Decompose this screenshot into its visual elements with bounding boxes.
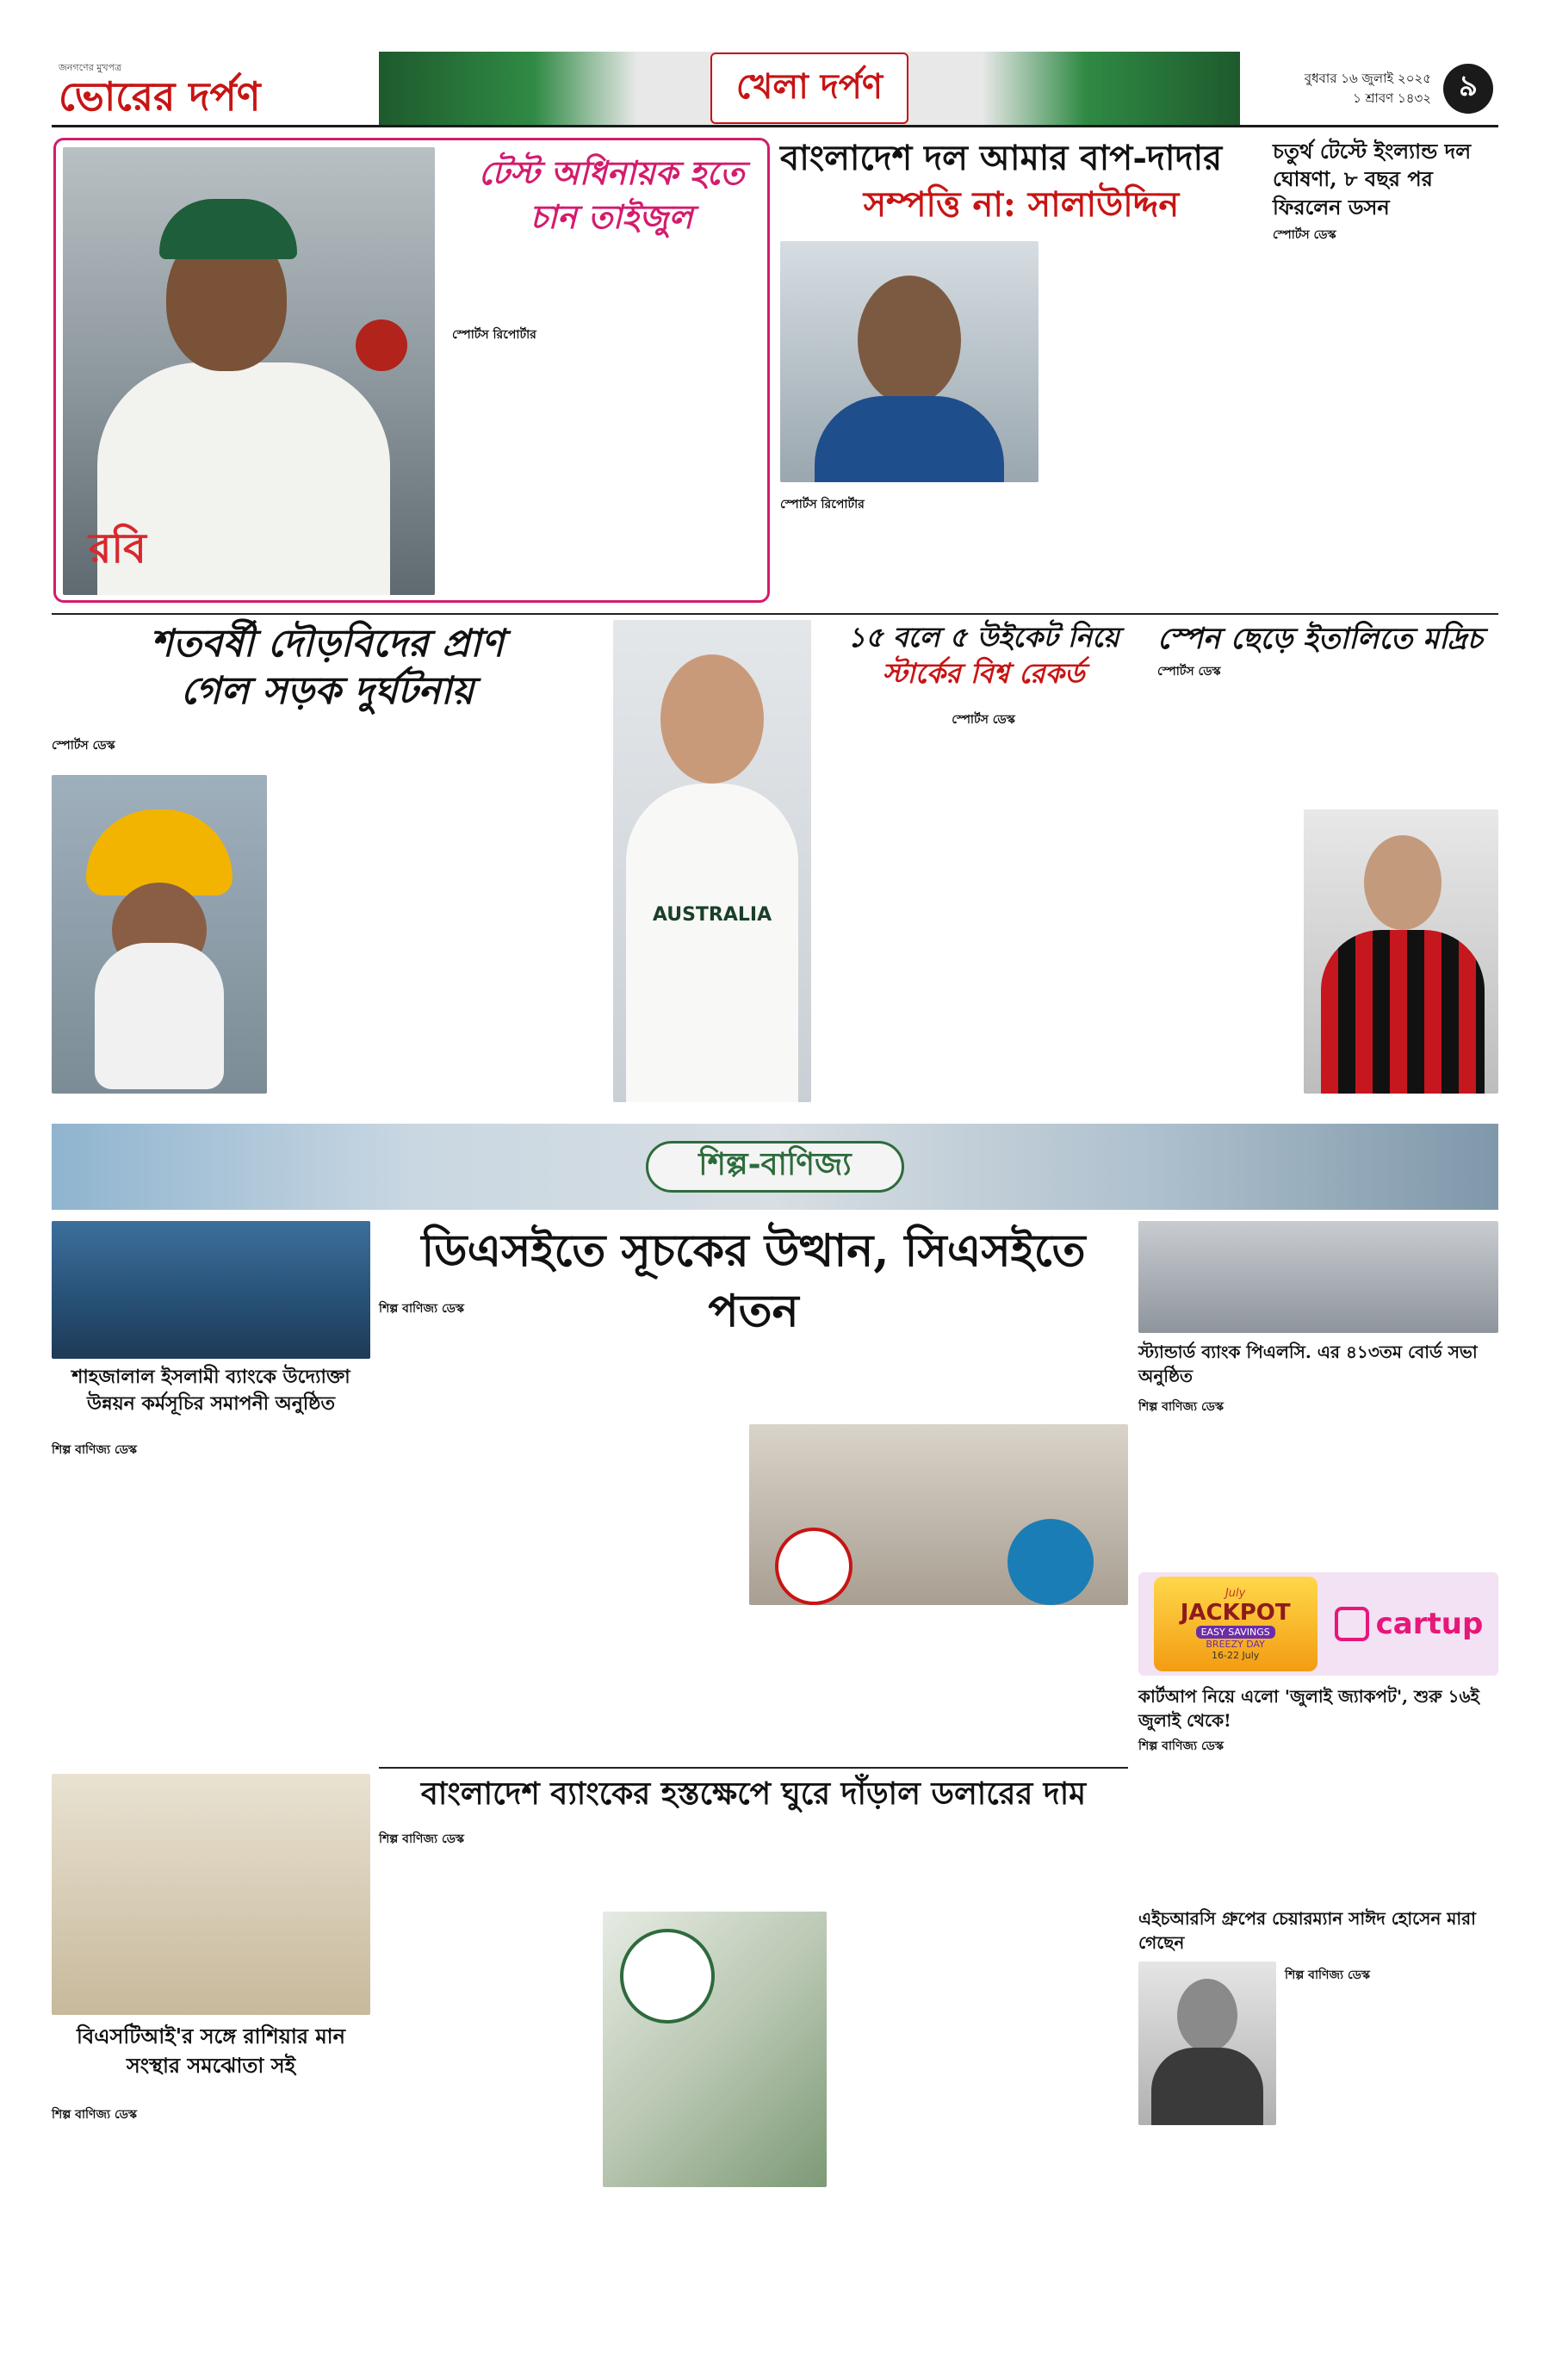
cse-logo-icon — [1008, 1519, 1094, 1605]
date-gregorian: বুধবার ১৬ জুলাই ২০২৫ — [1304, 71, 1431, 86]
article-bsti — [52, 1774, 370, 2368]
cricket-ball-icon — [356, 319, 407, 371]
modric-photo — [1304, 809, 1498, 1094]
shahjalal-headline-2: উন্নয়ন কর্মসূচির সমাপনী অনুষ্ঠিত — [87, 1391, 335, 1415]
salauddin-headline-2: সম্পত্তি না: সালাউদ্দিন — [863, 184, 1180, 225]
masthead-tagline: জনগণের মুখপত্র — [59, 62, 122, 73]
england-headline: চতুর্থ টেস্টে ইংল্যান্ড দল ঘোষণা, ৮ বছর পর ফিরলেন ডসন — [1273, 139, 1472, 220]
article-salauddin — [780, 138, 1262, 603]
starc-headline-1: ১৫ বলে ৫ উইকেট নিয়ে — [847, 621, 1119, 654]
ad-dates: 16-22 July — [1212, 1650, 1260, 1661]
standard-bank-byline: শিল্প বাণিজ্য ডেস্ক — [1138, 1400, 1224, 1414]
shahjalal-headline-1: শাহজালাল ইসলামী ব্যাংকে উদ্যোক্তা — [71, 1366, 350, 1388]
page-number: ৯ — [1443, 64, 1493, 114]
dollar-byline: শিল্প বাণিজ্য ডেস্ক — [379, 1832, 465, 1846]
article-starc — [613, 620, 1147, 1111]
runner-headline-1: শতবর্ষী দৌড়বিদের প্রাণ — [150, 622, 505, 666]
business-section-title: শিল্প-বাণিজ্য — [646, 1141, 904, 1193]
salauddin-byline: স্পোর্টস রিপোর্টার — [780, 498, 865, 511]
article-taijul — [53, 138, 770, 603]
article-england — [1273, 138, 1498, 603]
bangladesh-bank-logo-icon — [620, 1929, 715, 2024]
salauddin-photo — [780, 241, 1038, 482]
dollar-headline: বাংলাদেশ ব্যাংকের হস্তক্ষেপে ঘুরে দাঁড়াল ডলারের দাম — [420, 1776, 1087, 1812]
bsti-photo — [52, 1774, 370, 2015]
ad-breezy-day: BREEZY DAY — [1206, 1639, 1265, 1650]
ad-month: July — [1224, 1587, 1246, 1600]
runner-photo — [52, 775, 267, 1094]
bsti-headline-1: বিএসটিআই'র সঙ্গে রাশিয়ার মান — [77, 2024, 345, 2048]
dse-headline: ডিএসইতে সূচকের উত্থান, সিএসইতে পতন — [421, 1224, 1086, 1338]
dse-building-photo — [749, 1424, 1128, 1605]
bsti-headline-2: সংস্থার সমঝোতা সই — [126, 2052, 296, 2078]
masthead — [52, 52, 1498, 127]
salauddin-headline-1: বাংলাদেশ দল আমার বাপ-দাদার — [780, 138, 1223, 178]
masthead-date-block — [1240, 52, 1498, 125]
cartup-byline: শিল্প বাণিজ্য ডেস্ক — [1138, 1739, 1224, 1753]
standard-bank-headline: স্ট্যান্ডার্ড ব্যাংক পিএলসি. এর ৪১৩তম বোর্ড সভা অনুষ্ঠিত — [1138, 1342, 1478, 1386]
date-bengali: ১ শ্রাবণ ১৪৩২ — [1353, 90, 1431, 106]
article-obituary — [1138, 1906, 1498, 2368]
bsti-byline: শিল্প বাণিজ্য ডেস্ক — [52, 2108, 138, 2122]
obit-byline: শিল্প বাণিজ্য ডেস্ক — [1285, 1968, 1371, 1982]
runner-headline-2: গেল সড়ক দুর্ঘটনায় — [180, 669, 474, 713]
cartup-brand: cartup — [1375, 1607, 1484, 1641]
england-byline: স্পোর্টস ডেস্ক — [1273, 228, 1336, 243]
taijul-byline: স্পোর্টস রিপোর্টার — [452, 328, 536, 342]
shahjalal-byline: শিল্প বাণিজ্য ডেস্ক — [52, 1443, 138, 1457]
modric-headline: স্পেন ছেড়ে ইতালিতে মদ্রিচ — [1157, 622, 1483, 656]
shahjalal-photo — [52, 1221, 370, 1359]
dollar-photo — [603, 1912, 827, 2187]
starc-byline: স্পোর্টস ডেস্ক — [952, 713, 1015, 727]
article-runner — [52, 620, 603, 1111]
cartup-advertisement[interactable] — [1138, 1572, 1498, 1676]
section-title: খেলা দর্পণ — [710, 53, 908, 124]
cartup-headline: কার্টআপ নিয়ে এলো 'জুলাই জ্যাকপট', শুরু ১৬ই জুলাই থেকে! — [1138, 1686, 1479, 1731]
starc-jersey-text: AUSTRALIA — [652, 904, 772, 926]
obit-photo — [1138, 1962, 1276, 2125]
obit-headline: এইচআরসি গ্রুপের চেয়ারম্যান সাঈদ হোসেন মারা গেছেন — [1138, 1908, 1476, 1953]
article-standard-bank — [1138, 1221, 1498, 1565]
section-banner — [379, 52, 1240, 125]
ad-jackpot: JACKPOT — [1180, 1600, 1291, 1626]
article-dse — [379, 1295, 1128, 1760]
article-dollar — [379, 1774, 1128, 2368]
starc-headline-2: স্টার্কের বিশ্ব রেকর্ড — [882, 656, 1085, 690]
article-cartup — [1138, 1684, 1498, 1900]
standard-bank-photo — [1138, 1221, 1498, 1333]
dse-byline: শিল্প বাণিজ্য ডেস্ক — [379, 1302, 465, 1316]
dse-logo-icon — [775, 1528, 852, 1605]
article-modric — [1157, 620, 1498, 1111]
masthead-brand — [52, 52, 379, 125]
sponsor-logo: রবি — [89, 524, 146, 573]
business-section-band — [52, 1124, 1498, 1210]
paper-name: ভোরের দর্পণ — [59, 73, 261, 120]
cartup-bag-icon — [1335, 1607, 1369, 1641]
taijul-headline: টেস্ট অধিনায়ক হতে চান তাইজুল — [478, 153, 745, 237]
starc-photo — [613, 620, 811, 1102]
ad-easy-savings: EASY SAVINGS — [1196, 1626, 1275, 1639]
taijul-photo — [63, 147, 435, 595]
modric-byline: স্পোর্টস ডেস্ক — [1157, 665, 1221, 679]
runner-byline: স্পোর্টস ডেস্ক — [52, 739, 115, 753]
article-shahjalal — [52, 1221, 370, 1686]
